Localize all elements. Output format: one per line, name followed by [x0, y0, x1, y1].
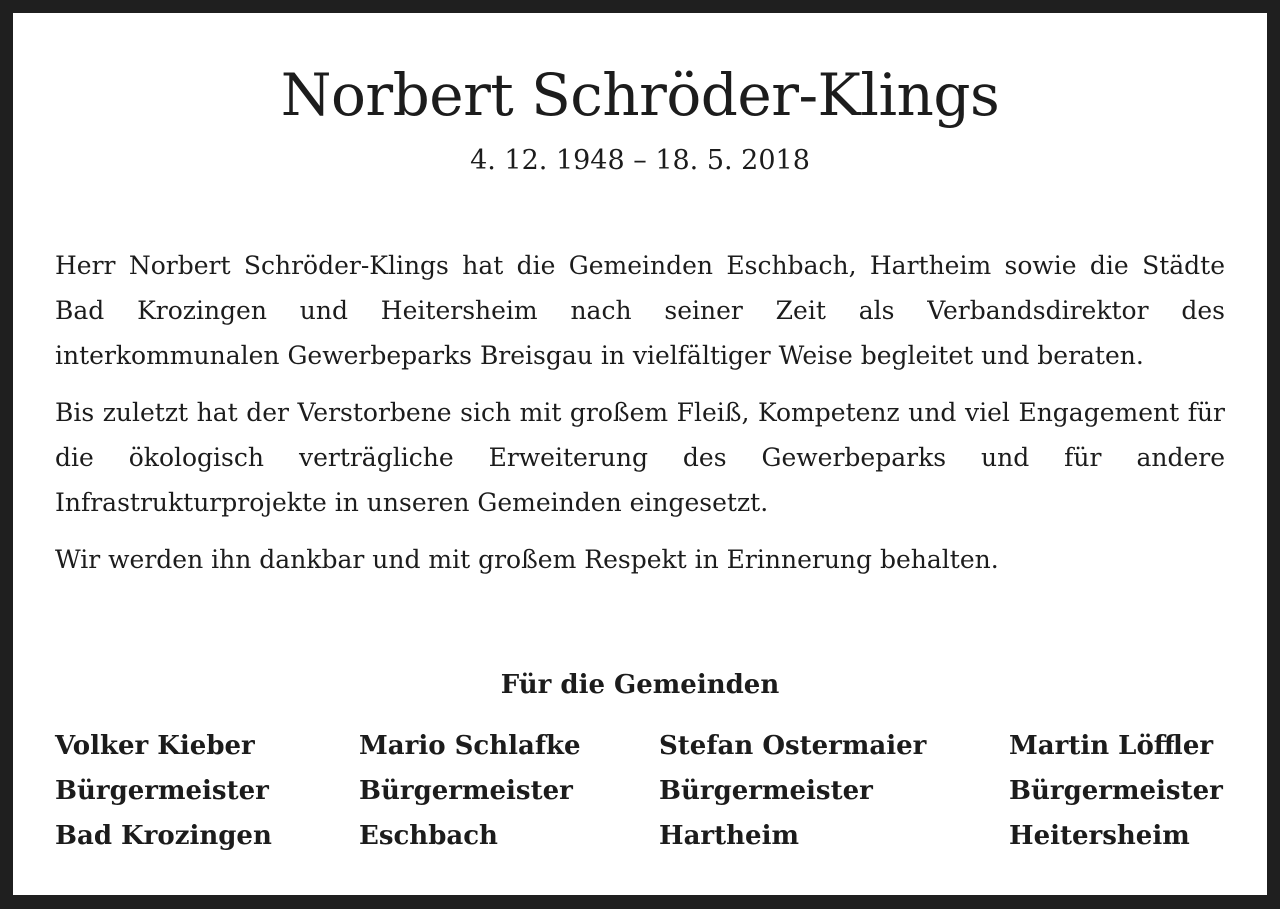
tribute-text: [55, 243, 1225, 594]
life-dates: 4. 12. 1948 – 18. 5. 2018: [470, 145, 810, 176]
signer-eschbach: [359, 724, 581, 859]
signer-bad-krozingen: [55, 724, 272, 859]
signer-place: Hartheim: [659, 821, 799, 851]
signer-name: Volker Kieber: [55, 731, 255, 761]
signatures: [55, 724, 1235, 864]
tribute-paragraph: Herr Norbert Schröder-Klings hat die Gemeinden Eschbach, Hartheim sowie die Städte Bad Krozingen und Heitersheim nach seiner Zeit als Verbandsdirektor des interkommunalen Gewerbeparks Breisgau in vielfältiger Weise begleitet und beraten.: [55, 251, 1225, 370]
tribute-paragraph: Bis zuletzt hat der Verstorbene sich mit großem Fleiß, Kompetenz und viel Engagement für die ökologisch verträgliche Erweiterung des Gewerbeparks und für andere Infrastrukturprojekte in unseren Gemeinden eingesetzt.: [55, 398, 1225, 517]
signer-title: Bürgermeister: [359, 776, 573, 806]
signer-title: Bürgermeister: [55, 776, 269, 806]
signer-place: Heitersheim: [1009, 821, 1190, 851]
signer-name: Martin Löffler: [1009, 731, 1214, 761]
signer-hartheim: [659, 724, 926, 859]
signer-title: Bürgermeister: [659, 776, 873, 806]
signer-name: Mario Schlafke: [359, 731, 581, 761]
signer-place: Eschbach: [359, 821, 498, 851]
deceased-name: Norbert Schröder-Klings: [280, 61, 1000, 129]
signature-heading: Für die Gemeinden: [500, 670, 780, 700]
signer-heitersheim: [1009, 724, 1223, 859]
signer-place: Bad Krozingen: [55, 821, 272, 851]
tribute-paragraph: Wir werden ihn dankbar und mit großem Respekt in Erinnerung behalten.: [55, 545, 999, 574]
signer-name: Stefan Ostermaier: [659, 731, 927, 761]
obituary-notice: [13, 13, 1267, 895]
signer-title: Bürgermeister: [1009, 776, 1223, 806]
